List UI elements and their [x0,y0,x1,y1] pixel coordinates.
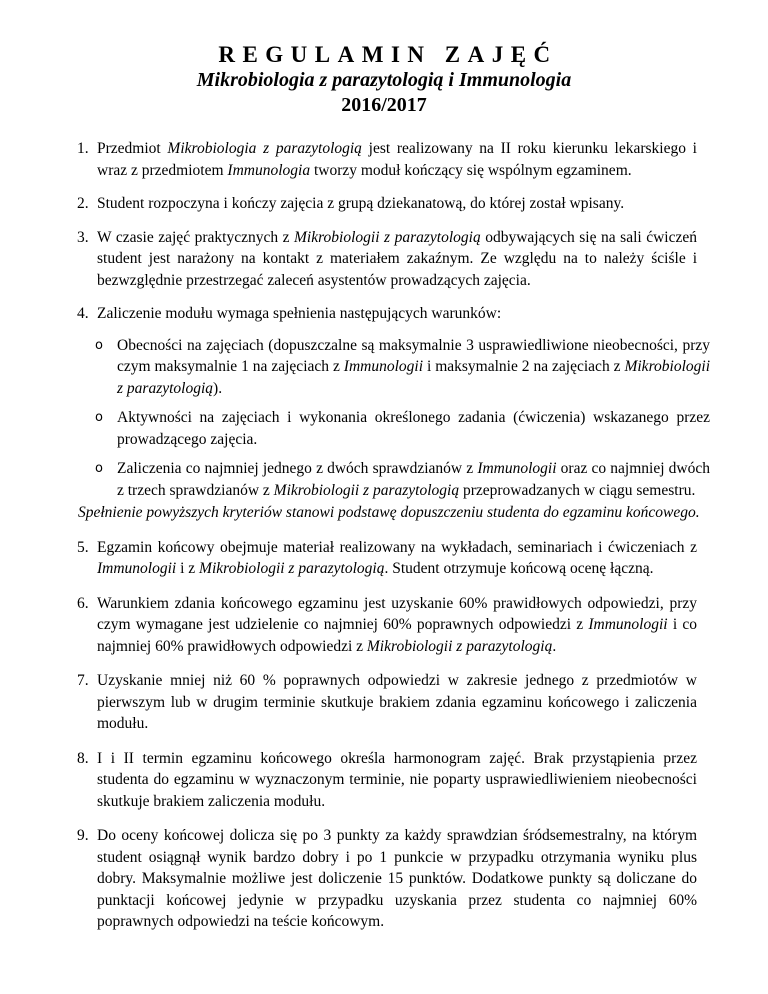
rule-text: W czasie zajęć praktycznych z [97,228,294,246]
condition-text: i maksymalnie 2 na zajęciach z [423,358,625,375]
rule-number: 4. [77,305,89,322]
rule-item-4 [0,303,768,325]
rule-text: . Student otrzymuje końcową ocenę łączną. [384,560,654,577]
rule-item-3 [0,227,768,292]
condition-text: ). [213,379,223,397]
rule-text: i z [176,560,200,577]
criteria-note: Spełnienie powyższych kryteriów stanowi podstawę dopuszczeniu studenta do egzaminu końcowego. [78,504,700,521]
conditions-list [0,335,768,502]
rule-item-6 [0,593,768,658]
condition-text: Aktywności na zajęciach i wykonania określonego zadania (ćwiczenia) wskazanego przez prowadzącego zajęcia. [117,409,710,448]
rule-text: Przedmiot [97,140,168,157]
rule-number: 8. [77,749,89,767]
bullet-icon: o [95,337,103,353]
condition-text: Zaliczenia co najmniej jednego z dwóch sprawdzianów z [117,460,478,477]
rule-text: tworzy moduł kończący się wspólnym egzaminem. [310,161,632,179]
rules-list-continued [0,537,768,933]
rule-item-9 [0,825,768,933]
rule-text-italic: Immunologia [227,161,311,179]
rule-item-8 [0,748,768,813]
rule-text: odbywających się na sali ćwiczeń student jest narażony na kontakt z materiałem zakaźnym. Ze względu na to należy ściśle i bezwzględnie przestrzegać zaleceń asystentów prowadzących zajęcia. [97,228,697,289]
rule-text: i co najmniej 60% prawidłowych odpowiedzi z [97,616,698,655]
rule-text: Uzyskanie mniej niż 60 % poprawnych odpowiedzi w zakresie jednego z przedmiotów w pierwszym lub w drugim terminie skutkuje brakiem zdania egzaminu końcowego i zaliczenia modułu. [97,672,697,732]
rule-text: Warunkiem zdania końcowego egzaminu jest uzyskanie 60% prawidłowych odpowiedzi, przy czym wymagane jest udzielenie co najmniej 60% poprawnych odpowiedzi z [97,594,697,633]
document-title: REGULAMIN ZAJĘĆ [218,42,558,67]
rule-text-italic: Mikrobiologii z parazytologią [294,228,481,246]
rules-list [0,138,768,325]
rule-item-5 [0,537,768,580]
document-subtitle: Mikrobiologia z parazytologią i Immunologia [196,69,572,91]
condition-text-italic: Immunologii [343,358,423,375]
rule-text: Do oceny końcowej dolicza się po 3 punkty za każdy sprawdzian śródsemestralny, na którym student osiągnął wynik bardzo dobry i po 1 punkcie w przypadku otrzymania wyniku plus dobry. Maksymalnie możliwe jest doliczenie 15 punktów. Dodatkowe punkty są doliczane do punktacji końcowej jedynie w przypadku uzyskania przez studenta co najmniej 60% poprawnych odpowiedzi na teście końcowym. [97,827,697,930]
condition-text: oraz co najmniej dwóch z trzech sprawdzianów z [117,460,711,499]
rule-text-italic: Mikrobiologia z parazytologią [167,140,362,157]
rule-number: 5. [77,538,89,556]
rule-text-italic: Mikrobiologii z parazytologią [199,560,385,577]
rule-number: 7. [77,672,89,689]
academic-year: 2016/2017 [341,94,427,116]
condition-item-tests [0,458,768,501]
condition-text: Obecności na zajęciach (dopuszczalne są maksymalnie 3 usprawiedliwione nieobecności, przy czym maksymalnie 1 na zajęciach z [117,336,710,375]
rule-item-7 [0,670,768,735]
rule-number: 2. [77,195,89,212]
bullet-icon: o [95,410,103,425]
rule-number: 9. [77,827,89,844]
rule-text: Student rozpoczyna i kończy zajęcia z grupą dziekanatową, do której został wpisany. [97,195,625,212]
rule-number: 6. [77,594,89,612]
rules-body [0,138,768,933]
rule-text-italic: Immunologii [97,560,177,577]
condition-text-italic: Immunologii [477,460,557,477]
rule-text: jest realizowany na II roku kierunku lekarskiego i wraz z przedmiotem [97,140,697,179]
rule-item-2 [0,193,768,215]
condition-item-attendance [0,335,768,400]
condition-text-italic: Mikrobiologii z parazytologią [273,481,460,499]
condition-text: przeprowadzanych w ciągu semestru. [459,481,696,499]
rule-text-italic: Mikrobiologii z parazytologią [366,637,553,655]
bullet-icon: o [95,461,103,476]
rule-text: . [552,637,557,655]
condition-text-italic: Mikrobiologii z parazytologią [117,358,710,397]
document-header [0,42,768,117]
rule-text: I i II termin egzaminu końcowego określa harmonogram zajęć. Brak przystąpienia przez studenta do egzaminu w wyznaczonym terminie, nie poparty usprawiedliwieniem nieobecności skutkuje brakiem zaliczenia modułu. [97,749,697,810]
condition-item-activity [0,407,768,450]
rule-number: 3. [77,228,89,246]
rule-item-1 [0,138,768,181]
rule-text: Egzamin końcowy obejmuje materiał realizowany na wykładach, seminariach i ćwiczeniach z [97,538,697,556]
rule-text: Zaliczenie modułu wymaga spełnienia następujących warunków: [97,305,502,322]
rule-text-italic: Immunologii [588,616,668,633]
rule-number: 1. [77,140,89,157]
